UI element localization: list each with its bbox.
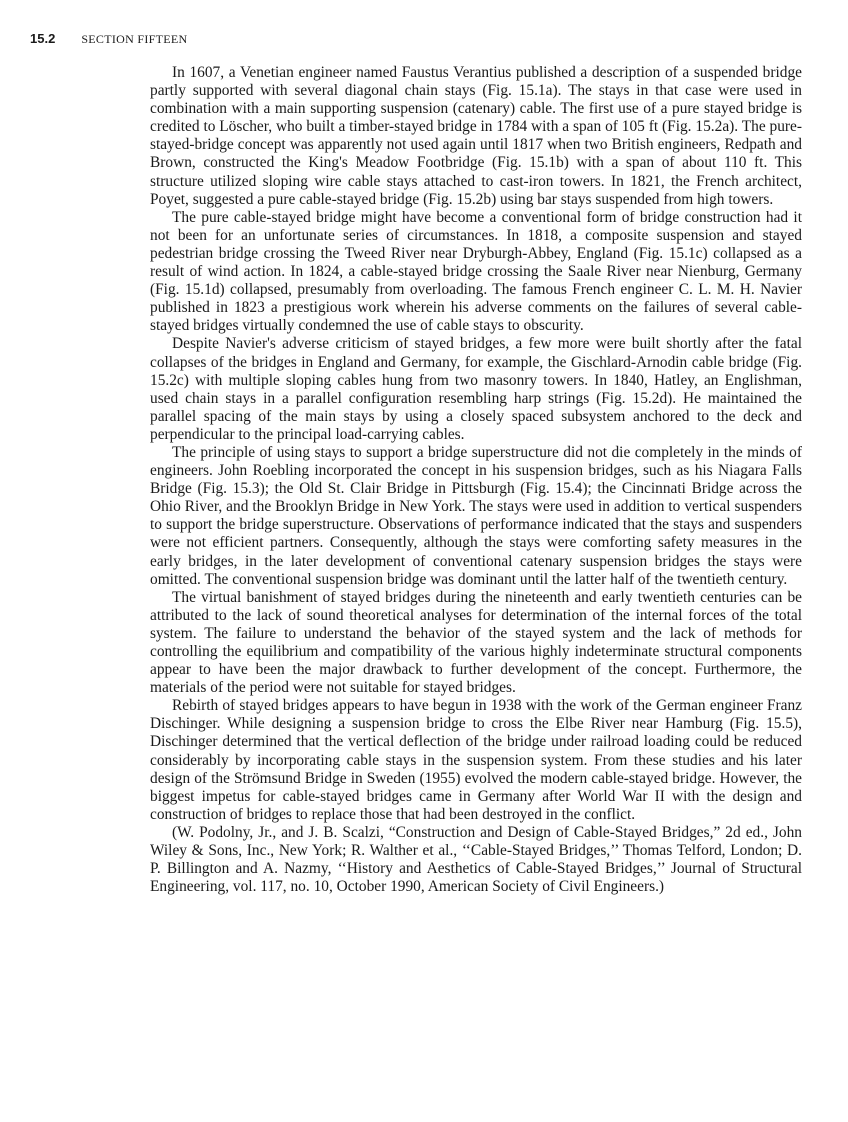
- paragraph: Rebirth of stayed bridges appears to have begun in 1938 with the work of the German engineer Franz Dischinger. While designing a suspension bridge to cross the Elbe River near Hamburg (Fig. 15.5), Dischinger determined that the vertical deflection of the bridge under railroad loading could be reduced considerably by incorporating cable stays in the suspension system. From these studies and his later design of the Strömsund Bridge in Sweden (1955) evolved the modern cable-stayed bridge. However, the biggest impetus for cable-stayed bridges came in Germany after World War II with the design and construction of bridges to replace those that had been destroyed in the conflict.: [150, 697, 802, 823]
- page-number: 15.2: [30, 31, 56, 46]
- paragraph: The principle of using stays to support a bridge superstructure did not die completely in the minds of engineers. John Roebling incorporated the concept in his suspension bridges, such as his Niagara Falls Bridge (Fig. 15.3); the Old St. Clair Bridge in Pittsburgh (Fig. 15.4); the Cincinnati Bridge across the Ohio River, and the Brooklyn Bridge in New York. The stays were used in addition to vertical suspenders to support the bridge superstructure. Observations of performance indicated that the stays and suspenders were not efficient partners. Consequently, although the stays were comforting safety measures in the early bridges, in the later development of conventional catenary suspension bridges the stays were omitted. The conventional suspension bridge was dominant until the latter half of the twentieth century.: [150, 443, 802, 588]
- body-text: [150, 64, 802, 896]
- paragraph: In 1607, a Venetian engineer named Faustus Verantius published a description of a suspended bridge partly supported with several diagonal chain stays (Fig. 15.1a). The stays in that case were used in combination with a main supporting suspension (catenary) cable. The first use of a pure stayed bridge is credited to Löscher, who built a timber-stayed bridge in 1784 with a span of 105 ft (Fig. 15.2a). The pure-stayed-bridge concept was apparently not used again until 1817 when two British engineers, Redpath and Brown, constructed the King's Meadow Footbridge (Fig. 15.1b) with a span of about 110 ft. This structure utilized sloping wire cable stays attached to cast-iron towers. In 1821, the French architect, Poyet, suggested a pure cable-stayed bridge (Fig. 15.2b) using bar stays suspended from high towers.: [150, 64, 802, 208]
- page-header: [30, 31, 187, 49]
- paragraph: The pure cable-stayed bridge might have become a conventional form of bridge construction had it not been for an unfortunate series of circumstances. In 1818, a composite suspension and stayed pedestrian bridge crossing the Tweed River near Dryburgh-Abbey, England (Fig. 15.1c) collapsed as a result of wind action. In 1824, a cable-stayed bridge crossing the Saale River near Nienburg, Germany (Fig. 15.1d) collapsed, presumably from overloading. The famous French engineer C. L. M. H. Navier published in 1823 a prestigious work wherein his adverse comments on the failures of several cable-stayed bridges virtually condemned the use of cable stays to obscurity.: [150, 208, 802, 335]
- section-title: SECTION FIFTEEN: [81, 32, 188, 46]
- paragraph: Despite Navier's adverse criticism of stayed bridges, a few more were built shortly after the fatal collapses of the bridges in England and Germany, for example, the Gischlard-Arnodin cable bridge (Fig. 15.2c) with multiple sloping cables hung from two masonry towers. In 1840, Hatley, an Englishman, used chain stays in a parallel configuration resembling harp strings (Fig. 15.2d). He maintained the parallel spacing of the main stays by using a closely spaced subsystem anchored to the deck and perpendicular to the principal load-carrying cables.: [150, 335, 802, 443]
- paragraph: The virtual banishment of stayed bridges during the nineteenth and early twentieth centuries can be attributed to the lack of sound theoretical analyses for determination of the internal forces of the total system. The failure to understand the behavior of the stayed system and the lack of methods for controlling the equilibrium and compatibility of the various highly indeterminate structural components appear to have been the major drawback to further development of the concept. Furthermore, the materials of the period were not suitable for stayed bridges.: [150, 588, 802, 697]
- paragraph: (W. Podolny, Jr., and J. B. Scalzi, “Construction and Design of Cable-Stayed Bridges,” 2d ed., John Wiley & Sons, Inc., New York; R. Walther et al., ‘‘Cable-Stayed Bridges,’’ Thomas Telford, London; D. P. Billington and A. Nazmy, ‘‘History and Aesthetics of Cable-Stayed Bridges,’’ Journal of Structural Engineering, vol. 117, no. 10, October 1990, American Society of Civil Engineers.): [150, 823, 802, 896]
